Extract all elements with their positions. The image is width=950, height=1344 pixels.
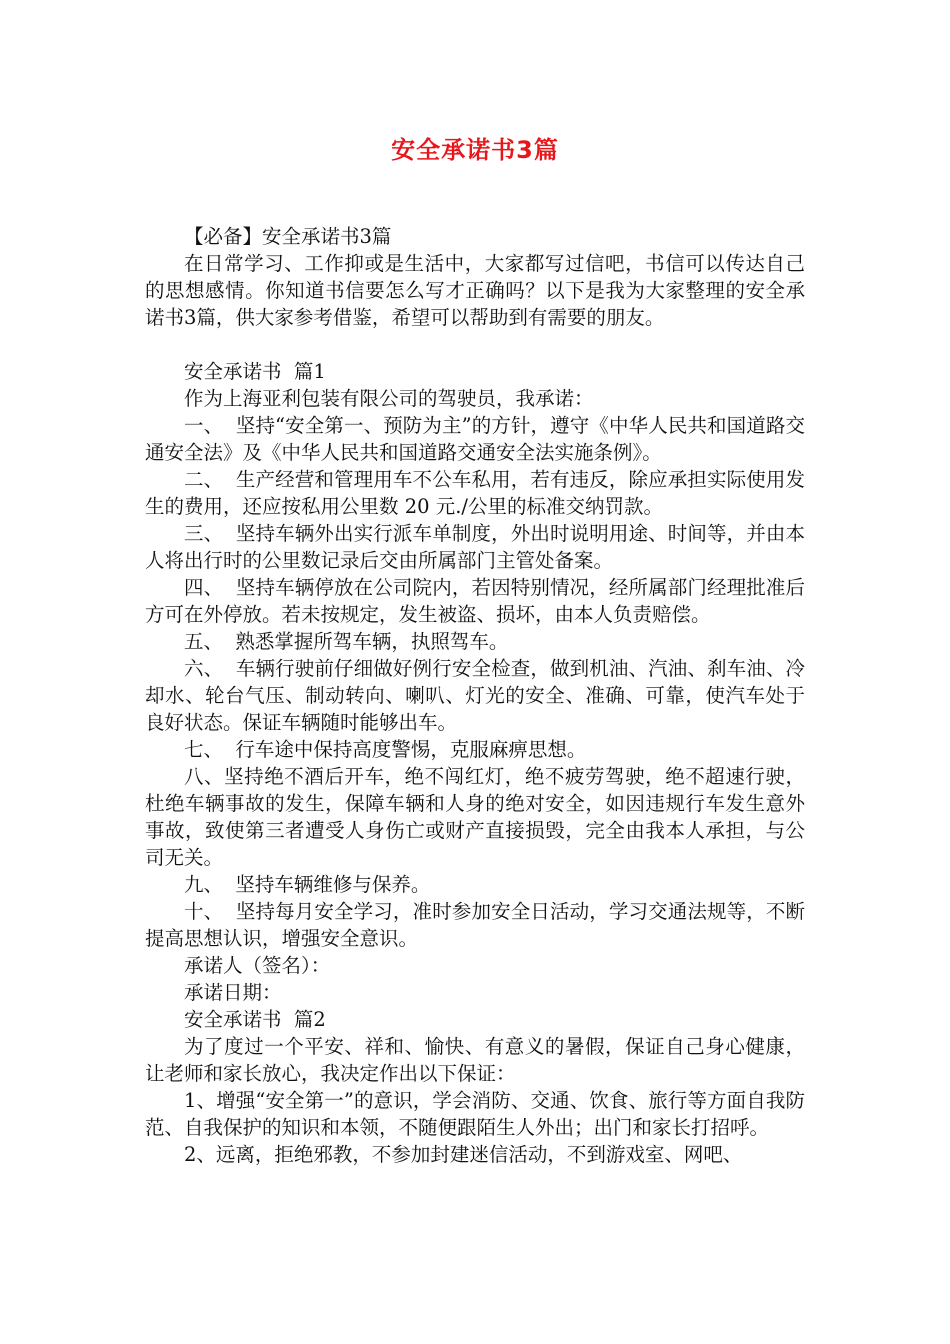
- document-paragraph: 为了度过一个平安、祥和、愉快、有意义的暑假，保证自己身心健康，让老师和家长放心，我决定作出以下保证：: [145, 1035, 805, 1085]
- document-paragraph: 【必备】安全承诺书3篇: [184, 225, 392, 248]
- document-paragraph: 五、 熟悉掌握所驾车辆，执照驾车。: [184, 630, 509, 653]
- document-paragraph: 作为上海亚利包装有限公司的驾驶员，我承诺：: [184, 387, 594, 410]
- document-paragraph: 2、远离，拒绝邪教，不参加封建迷信活动，不到游戏室、网吧、: [184, 1143, 743, 1166]
- document-paragraph: 九、 坚持车辆维修与保养。: [184, 873, 431, 896]
- document-paragraph: 十、 坚持每月安全学习，准时参加安全日活动，学习交通法规等，不断提高思想认识，增强安全意识。: [145, 900, 805, 950]
- document-paragraph: 1、增强“安全第一”的意识，学会消防、交通、饮食、旅行等方面自我防范、自我保护的知识和本领，不随便跟陌生人外出；出门和家长打招呼。: [145, 1089, 805, 1139]
- document-paragraph: 二、 生产经营和管理用车不公车私用，若有违反，除应承担实际使用发生的费用，还应按私用公里数 20 元./公里的标准交纳罚款。: [145, 468, 805, 518]
- document-paragraph: 承诺人（签名）：: [184, 954, 331, 977]
- document-paragraph: [145, 331, 805, 358]
- document-paragraph: 承诺日期：: [184, 981, 282, 1004]
- document-paragraph: 六、 车辆行驶前仔细做好例行安全检查，做到机油、汽油、刹车油、冷却水、轮台气压、制动转向、喇叭、灯光的安全、准确、可靠，使汽车处于良好状态。保证车辆随时能够出车。: [145, 657, 805, 734]
- document-body: [145, 223, 805, 1168]
- document-paragraph: 一、 坚持“安全第一、预防为主”的方针，遵守《中华人民共和国道路交通安全法》及《中华人民共和国道路交通安全法实施条例》。: [145, 414, 805, 464]
- document-title: 安全承诺书3篇: [391, 136, 559, 164]
- document-paragraph: 四、 坚持车辆停放在公司院内，若因特别情况，经所属部门经理批准后方可在外停放。若未按规定，发生被盗、损坏，由本人负责赔偿。: [145, 576, 805, 626]
- document-paragraph: 安全承诺书 篇2: [184, 1008, 326, 1031]
- document-paragraph: 安全承诺书 篇1: [184, 360, 326, 383]
- document-paragraph: 在日常学习、工作抑或是生活中，大家都写过信吧，书信可以传达自己的思想感情。你知道书信要怎么写才正确吗？以下是我为大家整理的安全承诺书3篇，供大家参考借鉴，希望可以帮助到有需要的朋友。: [145, 252, 805, 329]
- document-paragraph: 三、 坚持车辆外出实行派车单制度，外出时说明用途、时间等，并由本人将出行时的公里数记录后交由所属部门主管处备案。: [145, 522, 805, 572]
- document-paragraph: 八、坚持绝不酒后开车，绝不闯红灯，绝不疲劳驾驶，绝不超速行驶，杜绝车辆事故的发生，保障车辆和人身的绝对安全，如因违规行车发生意外事故，致使第三者遭受人身伤亡或财产直接损毁，完全由我本人承担，与公司无关。: [145, 765, 805, 869]
- document-paragraph: 七、 行车途中保持高度警惕，克服麻痹思想。: [184, 738, 587, 761]
